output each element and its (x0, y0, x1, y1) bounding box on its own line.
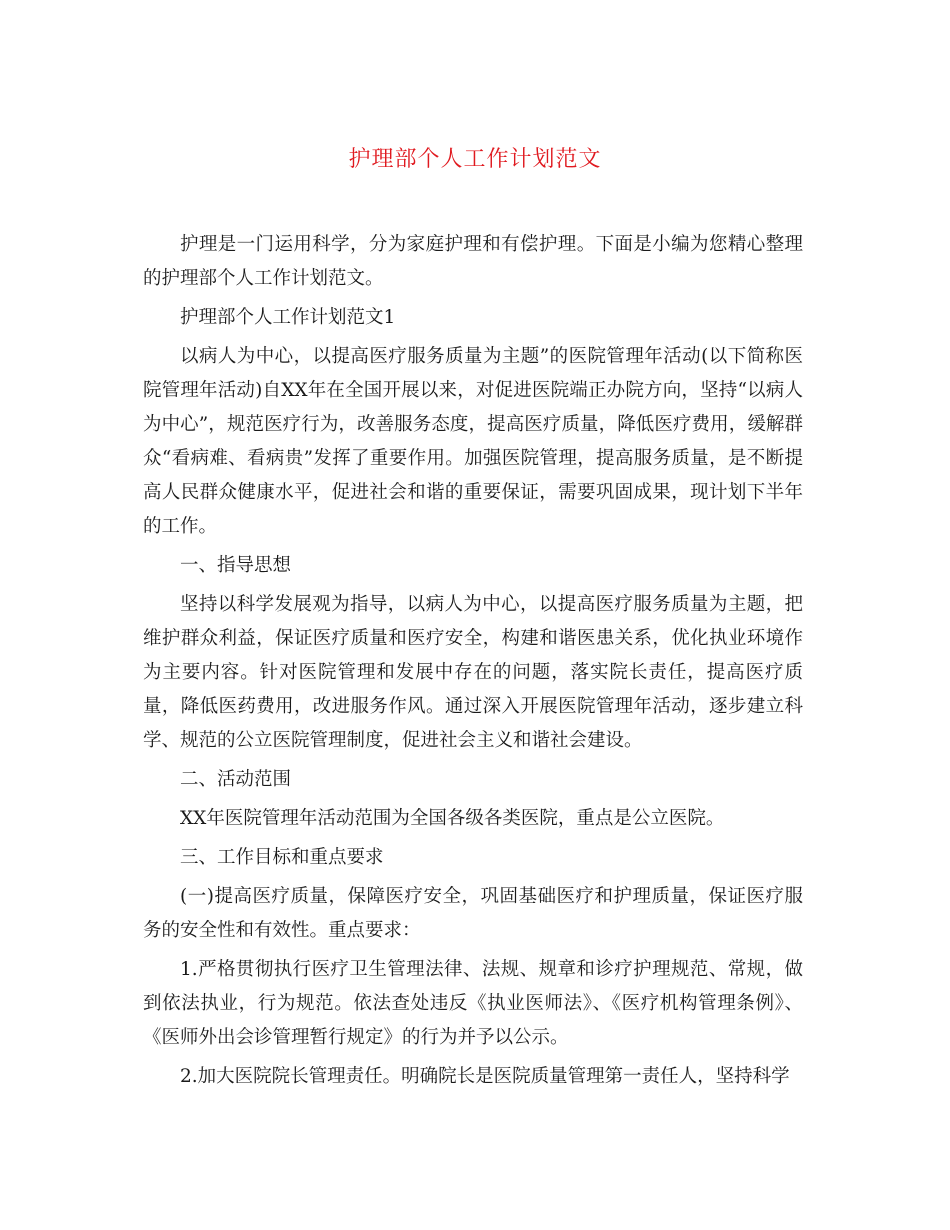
intro-paragraph: 护理是一门运用科学，分为家庭护理和有偿护理。下面是小编为您精心整理的护理部个人工作计划范文。 (143, 234, 803, 289)
heading-activity-scope: 二、活动范围 (180, 769, 292, 790)
document-body (143, 228, 803, 1099)
activity-scope-paragraph: XX年医院管理年活动范围为全国各级各类医院，重点是公立医院。 (180, 808, 725, 829)
heading-goals-requirements: 三、工作目标和重点要求 (180, 847, 384, 868)
requirement-1-paragraph: 1.严格贯彻执行医疗卫生管理法律、法规、规章和诊疗护理规范、常规，做到依法执业，行为规范。依法查处违反《执业医师法》、《医疗机构管理条例》、《医师外出会诊管理暂行规定》的行为并予以公示。 (143, 959, 803, 1048)
guiding-ideology-paragraph: 坚持以科学发展观为指导，以病人为中心，以提高医疗服务质量为主题，把维护群众利益，保证医疗质量和医疗安全，构建和谐医患关系，优化执业环境作为主要内容。针对医院管理和发展中存在的问题，落实院长责任，提高医疗质量，降低医药费用，改进服务作风。通过深入开展医院管理年活动，逐步建立科学、规范的公立医院管理制度，促进社会主义和谐社会建设。 (143, 594, 803, 751)
document-title: 护理部个人工作计划范文 (348, 147, 602, 172)
goal-1-paragraph: (一)提高医疗质量，保障医疗安全，巩固基础医疗和护理质量，保证医疗服务的安全性和有效性。重点要求： (143, 886, 803, 941)
section-heading-sample-1: 护理部个人工作计划范文1 (180, 307, 396, 328)
background-paragraph: 以病人为中心，以提高医疗服务质量为主题”的医院管理年活动(以下简称医院管理年活动)自XX年在全国开展以来，对促进医院端正办院方向，坚持“以病人为中心”，规范医疗行为，改善服务态度，提高医疗质量，降低医疗费用，缓解群众“看病难、看病贵”发挥了重要作用。加强医院管理，提高服务质量，是不断提高人民群众健康水平，促进社会和谐的重要保证，需要巩固成果，现计划下半年的工作。 (143, 346, 803, 537)
heading-guiding-ideology: 一、指导思想 (180, 555, 292, 576)
requirement-2-paragraph: 2.加大医院院长管理责任。明确院长是医院质量管理第一责任人，坚持科学 (180, 1066, 790, 1087)
